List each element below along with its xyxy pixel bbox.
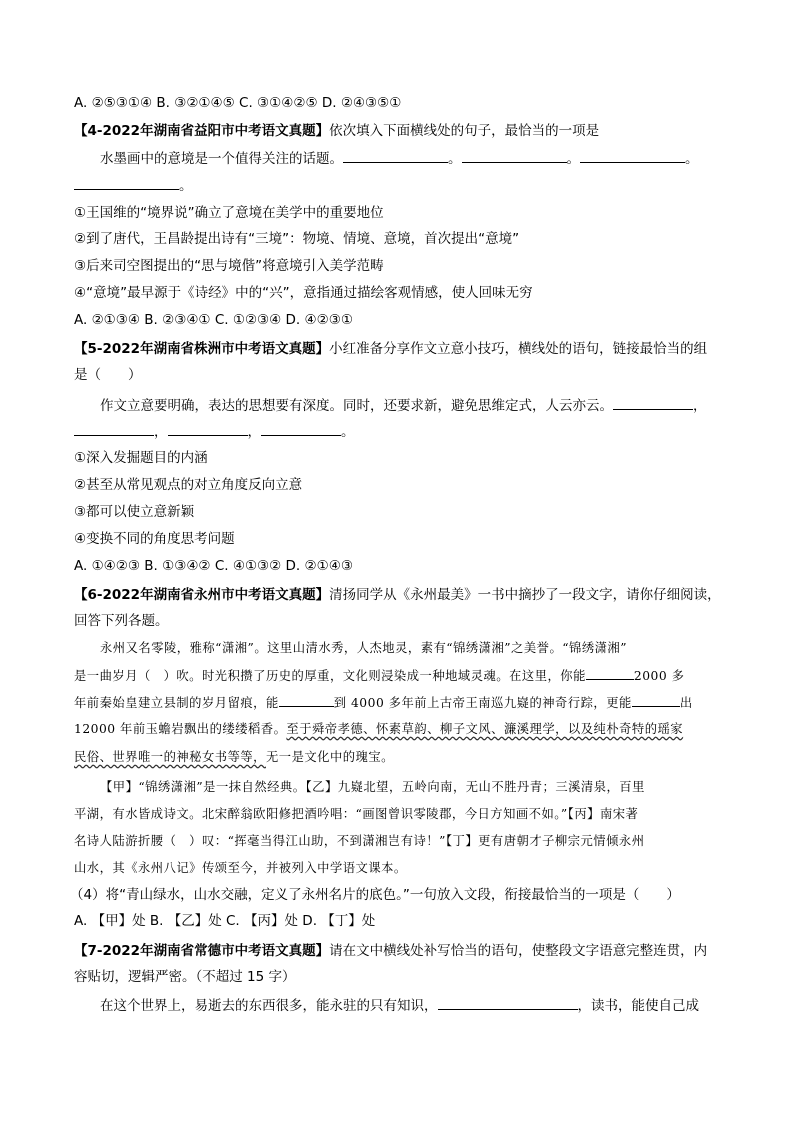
comma: ， (693, 398, 707, 414)
period: 。 (448, 151, 462, 167)
passage-line: 平湖，有水皆成诗文。北宋醉翁欧阳修把酒吟唱：“画图曾识零陵郡，今日方知画不如。”【丙】南宋著 (74, 807, 639, 821)
question-4-header (74, 121, 599, 141)
question-6-stem: 清扬同学从《永州最美》一书中摘抄了一段文字，请你仔细阅读， (329, 587, 721, 603)
answer-blank[interactable] (586, 665, 634, 680)
passage-text: 无一是文化中的瑰宝 (265, 750, 382, 764)
answer-blank[interactable] (261, 421, 341, 436)
question-6-header (74, 585, 721, 605)
question-4-passage (100, 148, 699, 169)
question-4-stem: 依次填入下面横线处的句子，最恰当的一项是 (329, 123, 600, 139)
question-5-passage-cont (74, 421, 355, 442)
passage-line (74, 719, 683, 739)
question-5-item: ④变换不同的角度思考问题 (74, 531, 235, 547)
question-5-item: ③都可以使立意新颖 (74, 504, 195, 520)
question-6-tag: 【6-2022年湖南省永州市中考语文真题】 (74, 587, 330, 603)
passage-line (74, 665, 684, 686)
answer-blank[interactable] (613, 395, 693, 410)
question-5-options: A. ①④②③ B. ①③④② C. ④①③② D. ②①④③ (74, 558, 353, 574)
answer-blank[interactable] (343, 148, 448, 163)
question-4-item: ④“意境”最早源于《诗经》中的“兴”，意指通过描绘客观情感，使人回味无穷 (74, 285, 533, 301)
answer-blank[interactable] (279, 692, 334, 707)
passage-text: 。 (381, 750, 394, 764)
question-7-tag: 【7-2022年湖南省常德市中考语文真题】 (74, 943, 330, 959)
answer-blank[interactable] (74, 175, 179, 190)
passage-line: 【甲】“锦绣潇湘”是一抹自然经典。【乙】九嶷北望，五岭向南，无山不胜丹青；三溪清泉，百里 (100, 780, 645, 794)
question-4-options: A. ②①③④ B. ②③④① C. ①②③④ D. ④②③① (74, 312, 353, 328)
passage-line: 名诗人陆游折腰（ ）叹：“挥毫当得江山助，不到潇湘岂有诗！”【丁】更有唐朝才子柳宗元情倾永州 (74, 834, 645, 848)
question-6-stem-cont: 回答下列各题。 (74, 613, 169, 629)
passage-text: 12000 年前玉蟾岩飘出的缕缕稻香。 (74, 722, 287, 736)
question-7-stem: 请在文中横线处补写恰当的语句，使整段文字语意完整连贯，内 (329, 943, 708, 959)
question-5-passage (100, 395, 707, 416)
question-5-item: ②甚至从常见观点的对立角度反向立意 (74, 477, 303, 493)
passage-line (74, 747, 394, 767)
question-5-item: ①深入发掘题目的内涵 (74, 450, 208, 466)
wavy-underlined-text: 至于舜帝孝德、怀素草韵、柳子文风、濂溪理学，以及纯朴奇特的瑶家 (286, 722, 684, 736)
question-5-header (74, 339, 707, 359)
passage-text: 到 4000 多年前上古帝王南巡九嶷的神奇行踪，更能 (333, 696, 632, 710)
answer-blank[interactable] (462, 148, 567, 163)
question-4-passage-cont (74, 175, 193, 196)
question-5-stem-cont: 是（ ） (74, 367, 142, 383)
answer-blank[interactable] (632, 692, 680, 707)
question-5-tag: 【5-2022年湖南省株洲市中考语文真题】 (74, 341, 330, 357)
passage-text: 在这个世界上，易逝去的东西很多，能永驻的只有知识， (100, 998, 438, 1014)
question-4-tag: 【4-2022年湖南省益阳市中考语文真题】 (74, 123, 330, 139)
passage-text: 作文立意要明确，表达的思想要有深度。同时，还要求新，避免思维定式，人云亦云。 (100, 398, 613, 414)
period: 。 (566, 151, 580, 167)
passage-text: 水墨画中的意境是一个值得关注的话题。 (100, 151, 343, 167)
passage-text: 是一曲岁月（ ）吹。时光积攒了历史的厚重，文化则浸染成一种地域灵魂。在这里，你能 (74, 669, 586, 683)
question-7-header (74, 941, 707, 961)
passage-line: 山水，其《永州八记》传颂至今，并被列入中学语文课本。 (74, 861, 407, 875)
passage-text: 出 (679, 696, 693, 710)
question-4-item: ③后来司空图提出的“思与境偕”将意境引入美学范畴 (74, 258, 384, 274)
passage-line: 永州又名零陵，雅称“潇湘”。这里山清水秀，人杰地灵，素有“锦绣潇湘”之美誉。“锦绣潇湘” (100, 641, 628, 655)
period: 。 (179, 178, 193, 194)
question-7-stem-cont: 容贴切，逻辑严密。（不超过 15 字） (74, 969, 296, 985)
question-6-sub-4: （4）将“青山绿水，山水交融，定义了永州名片的底色。”一句放入文段，衔接最恰当的一项是（ ） (70, 887, 680, 903)
question-5-stem: 小红准备分享作文立意小技巧，横线处的语句，链接最恰当的组 (329, 341, 708, 357)
passage-line (74, 692, 693, 713)
question-3-options: A. ②⑤③①④ B. ③②①④⑤ C. ③①④②⑤ D. ②④③⑤① (74, 95, 402, 111)
period: 。 (341, 424, 355, 440)
wavy-underlined-text: 民俗、世界唯一的神秘女书等等， (74, 750, 266, 764)
period: 。 (685, 151, 699, 167)
comma: ， (247, 424, 261, 440)
passage-text: 2000 多 (633, 669, 685, 683)
answer-blank[interactable] (168, 421, 248, 436)
question-4-item: ①王国维的“境界说”确立了意境在美学中的重要地位 (74, 205, 384, 221)
passage-text: ，读书，能使自己成 (577, 998, 699, 1014)
question-6-sub-4-options: A. 【甲】处 B. 【乙】处 C. 【丙】处 D. 【丁】处 (74, 913, 376, 929)
comma: ， (154, 424, 168, 440)
question-4-item: ②到了唐代，王昌龄提出诗有“三境”：物境、情境、意境，首次提出“意境” (74, 231, 520, 247)
question-7-passage (100, 995, 699, 1016)
answer-blank[interactable] (438, 995, 578, 1010)
passage-text: 年前秦始皇建立县制的岁月留痕，能 (74, 696, 279, 710)
answer-blank[interactable] (74, 421, 154, 436)
answer-blank[interactable] (580, 148, 685, 163)
